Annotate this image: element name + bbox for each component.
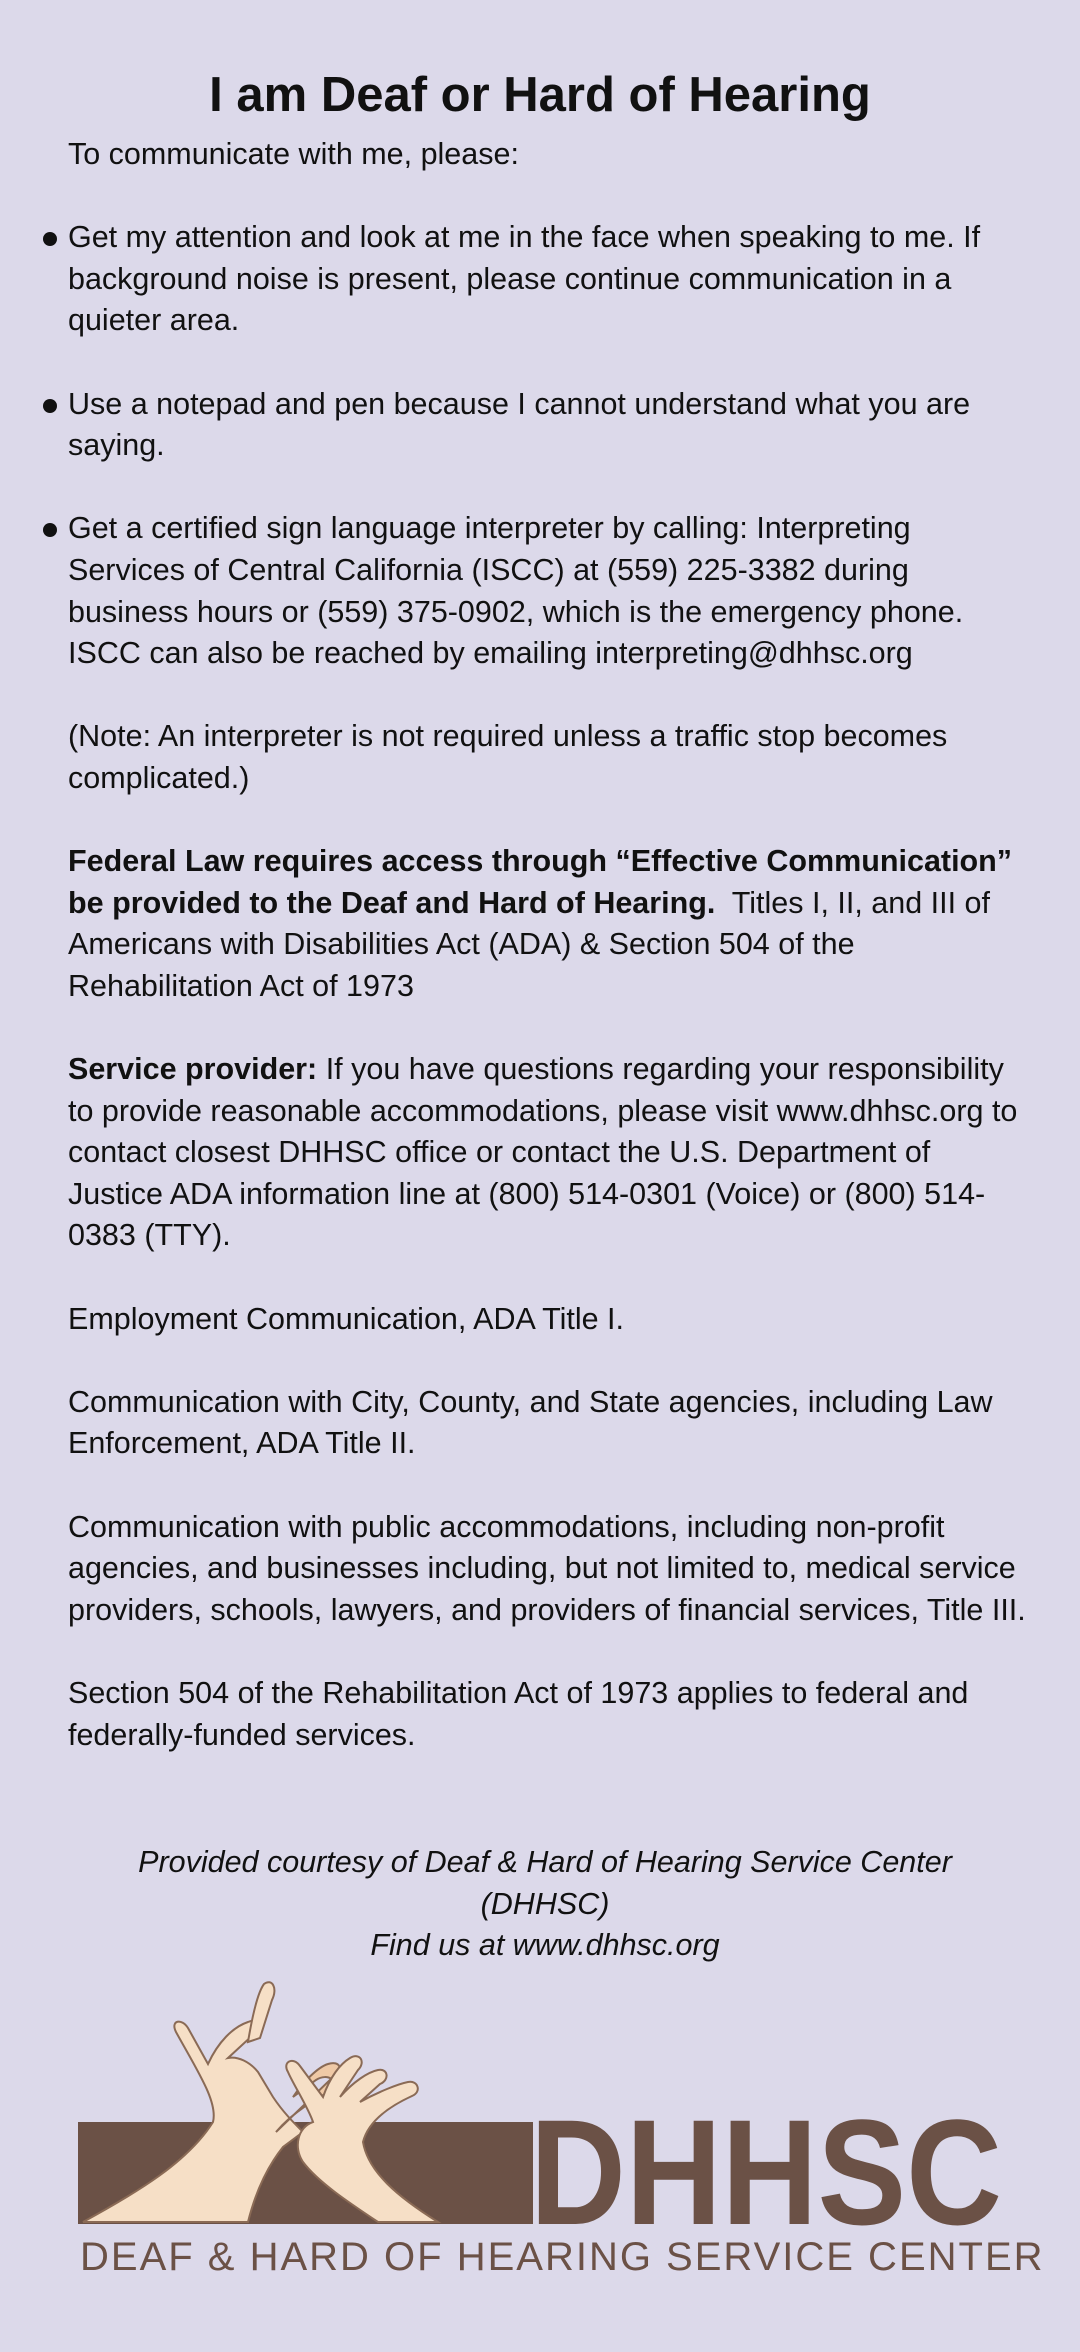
page-title: I am Deaf or Hard of Hearing (209, 68, 871, 122)
service-provider-heading: Service provider: (68, 1052, 318, 1087)
title-three-paragraph: Communication with public accommodations, including non-profit agencies, and businesses including, but not limited to, medical service providers, schools, lawyers, and providers of financial services, Title III. (68, 1509, 1026, 1627)
bullet-text: Get a certified sign language interpreter by calling: Interpreting Services of Central California (ISCC) at (559) 225-3382 during business hours or (559) 375-0902, which is the emergency phone. ISCC can also be reached by emailing interpreting@dhhsc.org (68, 511, 964, 671)
courtesy-footer (90, 1842, 1000, 1967)
flyer-content (68, 134, 1028, 1798)
bullet-text: Use a notepad and pen because I cannot understand what you are saying. (68, 386, 971, 463)
federal-law-heading: Federal Law requires access through “Effective Communication” be provided to the Deaf and Hard of Hearing. (68, 844, 1013, 920)
website-text: Find us at www.dhhsc.org (370, 1928, 720, 1963)
bullet-item-attention (68, 217, 1028, 342)
title-two-paragraph: Communication with City, County, and State agencies, including Law Enforcement, ADA Title II. (68, 1384, 993, 1461)
bullet-item-notepad (68, 384, 1028, 467)
note-paragraph: (Note: An interpreter is not required unless a traffic stop becomes complicated.) (68, 719, 948, 795)
bullet-text: Get my attention and look at me in the face when speaking to me. If background noise is present, please continue communication in a quieter area. (68, 220, 981, 338)
section-504-paragraph: Section 504 of the Rehabilitation Act of 1973 applies to federal and federally-funded services. (68, 1675, 969, 1752)
service-provider-paragraph (68, 1049, 1028, 1257)
federal-law-text: Titles I, II, and III of Americans with Disabilities Act (ADA) & Section 504 of the Rehabilitation Act of 1973 (68, 885, 990, 1003)
intro-text: To communicate with me, please: (68, 137, 519, 171)
bullet-item-interpreter (68, 508, 1028, 674)
logo-wordmark: DHHSC (530, 2088, 1002, 2256)
federal-law-paragraph (68, 841, 1028, 1007)
bullet-dot-icon (43, 523, 57, 537)
logo-tagline: DEAF & HARD OF HEARING SERVICE CENTER (80, 2235, 1045, 2279)
bullet-dot-icon (43, 232, 57, 246)
title-one-paragraph: Employment Communication, ADA Title I. (68, 1301, 624, 1336)
bullet-dot-icon (43, 399, 57, 413)
courtesy-text: Provided courtesy of Deaf & Hard of Hearing Service Center (DHHSC) (138, 1845, 952, 1921)
service-provider-text: If you have questions regarding your responsibility to provide reasonable accommodations, please visit www.dhhsc.org to contact closest DHHSC office or contact the U.S. Department of Justice ADA information line at (800) 514-0301 (Voice) or (800) 514-0383 (TTY). (68, 1052, 1018, 1253)
